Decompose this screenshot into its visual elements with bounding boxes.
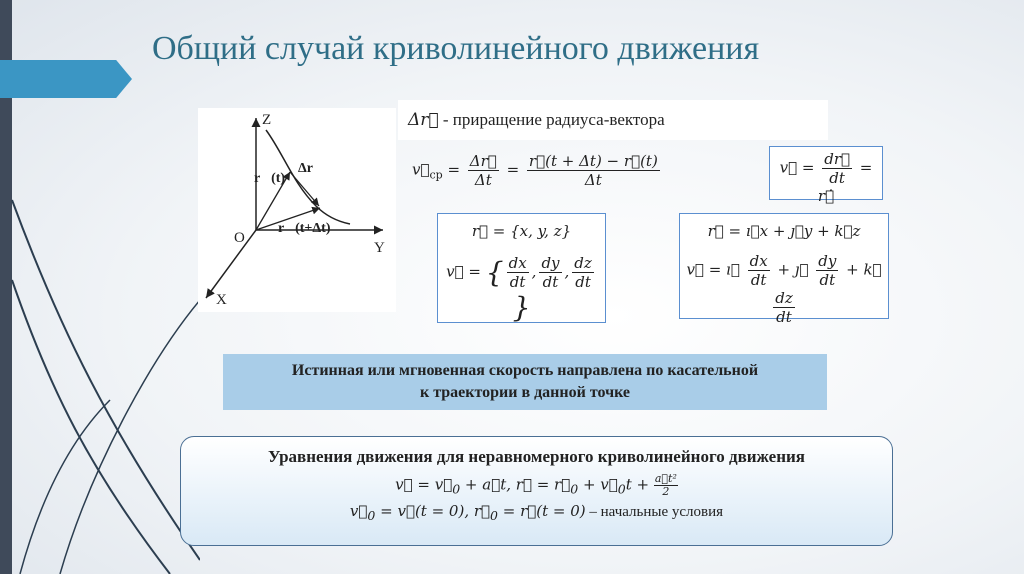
initial-conditions-text: – начальные условия — [585, 504, 724, 520]
v-coords-dt2: dt — [542, 273, 559, 291]
v-coords-dy: dy — [541, 254, 560, 272]
instantaneous-velocity-banner — [223, 354, 827, 410]
v-deriv-num: dr⃗ — [824, 150, 850, 168]
delta-r-symbol: Δr⃗ — [408, 110, 439, 130]
v-unit-prefix: v⃗ = ı⃗ — [686, 260, 740, 279]
label-y: Y — [374, 240, 385, 256]
v-avg-subscript: ср — [429, 168, 443, 182]
eq1-sub-v0: 0 — [452, 481, 461, 497]
motion-equation-1 — [181, 473, 892, 498]
motion-equations-header: Уравнения движения для неравномерного криволинейного движения — [267, 447, 805, 466]
v-unit-dt2: dt — [819, 271, 836, 289]
eq1-sub-r0: 0 — [570, 481, 579, 497]
r-coords: r⃗ = {x, y, z} — [471, 222, 572, 240]
v-avg-frac2-num: r⃗(t + Δt) − r⃗(t) — [528, 152, 658, 170]
definition-text: - приращение радиуса-вектора — [438, 110, 665, 129]
banner-line-2: к траектории в данной точке — [419, 384, 631, 401]
delta-r-vector — [290, 172, 319, 206]
label-r-t-dt: r⃗(t+Δt) — [278, 221, 331, 236]
velocity-derivative-box — [769, 146, 883, 205]
eq1-part-e: + v⃗ — [578, 475, 618, 494]
eq2-part-c: = v⃗(t = 0), r⃗ — [375, 502, 491, 520]
label-x: X — [216, 292, 227, 308]
v-coords-dt3: dt — [575, 273, 591, 291]
eq1-part-g: t + — [625, 475, 654, 494]
v-coords-dx: dx — [508, 254, 527, 272]
eq1-frac-num: a⃗t² — [654, 472, 677, 485]
v-deriv-lhs: v⃗ = — [779, 158, 815, 177]
v-avg-frac1-num: Δr⃗ — [469, 152, 497, 170]
title-flag — [0, 60, 132, 98]
coordinate-form-box: r⃗ = {x, y, z} v⃗ = { $\frac{dx}{dt}$ , $\frac{dy}{dt}$ , $\frac{dz}{dt}$ } — [437, 213, 606, 323]
v-unit-dx: dx — [749, 252, 768, 270]
v-coords-dz: dz — [574, 254, 592, 272]
average-velocity-formula: $v⃗_{ср}$ = $\frac{\Delta r⃗}{\Delta t}$ = $\frac{r⃗(t + \Delta t) - r⃗(t)}{\Delta t}$ — [412, 152, 658, 189]
v-coords-prefix: v⃗ = — [446, 262, 481, 281]
v-deriv-rhs: = r⃗̇ — [817, 158, 873, 205]
eq2-sub-v0: 0 — [367, 508, 376, 523]
slide-title: Общий случай криволинейного движения — [152, 30, 760, 67]
motion-equation-2 — [181, 502, 892, 523]
v-unit-dt1: dt — [750, 271, 767, 289]
label-r-t: r⃗(t) — [254, 171, 286, 186]
eq2-part-e: = r⃗(t = 0) — [497, 502, 586, 520]
eq1-part-c: + a⃗t, r⃗ = r⃗ — [460, 475, 571, 494]
eq1-sub-v0b: 0 — [617, 481, 626, 497]
v-unit-dz: dz — [775, 289, 793, 307]
eq2-part-a: v⃗ — [349, 502, 368, 520]
v-avg-frac1-den: Δt — [474, 171, 492, 189]
banner-line-1: Истинная или мгновенная скорость направлена по касательной — [291, 362, 759, 379]
eq2-sub-r0: 0 — [490, 508, 498, 523]
motion-equations-box — [180, 436, 893, 546]
unit-vector-form-box — [679, 213, 889, 326]
increment-definition — [398, 100, 828, 140]
v-unit-plus-k: + k⃗ — [846, 260, 882, 279]
v-avg-frac2-den: Δt — [584, 171, 602, 189]
v-unit-dt3: dt — [776, 308, 792, 326]
v-deriv-den: dt — [829, 169, 845, 187]
label-o: O — [234, 230, 245, 246]
v-avg-lhs: v⃗ — [412, 160, 430, 179]
v-unit-dy: dy — [818, 252, 837, 270]
label-delta-r: Δr⃗ — [298, 161, 324, 176]
eq1-part-a: v⃗ = v⃗ — [395, 475, 453, 494]
v-unit-plus-j: + ȷ⃗ — [777, 260, 809, 279]
eq1-frac-den: 2 — [662, 485, 670, 498]
label-z: Z — [262, 112, 272, 128]
r-unit-vectors: r⃗ = ı⃗x + ȷ⃗y + k⃗z — [707, 222, 861, 240]
x-axis — [206, 230, 256, 298]
trajectory-diagram — [198, 108, 396, 312]
v-coords-dt1: dt — [509, 273, 526, 291]
